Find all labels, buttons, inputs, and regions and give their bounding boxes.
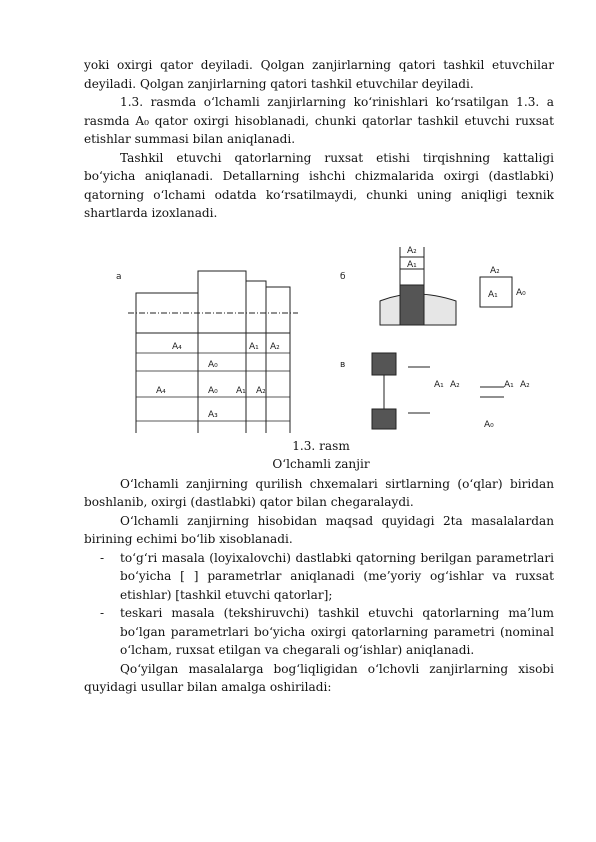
gear-vector-a1: A₁ (504, 379, 514, 390)
vector-label-b-a0: A₀ (516, 287, 526, 298)
list-item (84, 604, 554, 660)
paragraph-3: Tashkil etuvchi qatorlarning ruxsat etishi tirqishning kattaligi bo‘yicha aniqlanadi. Detallarning ishchi chizmalarida oxirgi (dastlabki) qatorning o‘lchami odatda ko‘rsatilmaydi, chunki uning aniqligi texnik shartlarda izoxlanadi. (84, 150, 554, 220)
gear-label-a1: A₁ (434, 379, 444, 390)
page-body (84, 56, 554, 697)
dim-label-a1: A₁ (249, 341, 259, 352)
gear-label-a2: A₂ (450, 379, 460, 390)
panel-a-label: a (116, 271, 122, 282)
figure-caption (264, 437, 378, 474)
vector-label-a2: A₂ (256, 385, 266, 396)
dash-marker: - (100, 550, 105, 565)
panel-v-label: в (340, 359, 346, 370)
vector-label-a3: A₃ (208, 409, 218, 420)
gear-label-a0: A₀ (484, 419, 494, 430)
task-list (84, 549, 554, 660)
dimension-chain-drawing (84, 237, 554, 437)
bearing-assembly-drawing (380, 247, 512, 325)
vector-label-a1: A₁ (236, 385, 246, 396)
dim-label-a0: A₀ (208, 359, 218, 370)
paragraph-4: O‘lchamli zanjirning qurilish chxemalari sirtlarning (o‘qlar) biridan boshlanib, oxirgi (dastlabki) qator bilan chegaralaydi. (84, 476, 554, 509)
paragraph-1: yoki oxirgi qator deyiladi. Qolgan zanjirlarning qatori tashkil etuvchilar deyiladi. Qolgan zanjirlarning qatori tashkil etuvchilar deyiladi. (84, 58, 554, 91)
bearing-label-a2: A₂ (407, 245, 417, 256)
figure-caption-title: O‘lchamli zanjir (272, 457, 370, 471)
list-item-text: teskari masala (tekshiruvchi) tashkil etuvchi qatorlarning ma’lum bo‘lgan parametrlari bo‘yicha oxirgi qatorlarning parametri (nominal o‘lcham, ruxsat etilgan va chegarali og‘ishlar) aniqlanadi. (120, 606, 554, 657)
panel-b-label: б (340, 271, 346, 282)
paragraph-2: 1.3. rasmda o‘lchamli zanjirlarning ko‘rinishlari ko‘rsatilgan 1.3. a rasmda A₀ qator oxirgi hisoblanadi, chunki qatorlar tashkil etuvchi ruxsat etishlar summasi bilan aniqlanadi. (84, 95, 554, 146)
figure-caption-number: 1.3. rasm (292, 438, 350, 453)
dim-label-a4: A₄ (172, 341, 182, 352)
shaft-drawing (128, 271, 298, 433)
figure-dimension-chain (84, 237, 554, 475)
paragraph-6: Qo‘yilgan masalalarga bog‘liqligidan o‘lchovli zanjirlarning xisobi quyidagi usullar bilan amalga oshiriladi: (84, 661, 554, 694)
dim-label-a2: A₂ (270, 341, 280, 352)
vector-label-b-a2: A₂ (490, 265, 500, 276)
list-item-text: to‘g‘ri masala (loyixalovchi) dastlabki qatorning berilgan parametrlari bo‘yicha [ ] parametrlar aniqlanadi (me’yoriy og‘ishlar va ruxsat etishlar) [tashkil etuvchi qatorlar]; (120, 550, 554, 602)
dash-marker: - (100, 606, 105, 620)
bearing-label-a1: A₁ (407, 259, 417, 270)
vector-label-a4: A₄ (156, 385, 166, 396)
list-item (84, 549, 554, 605)
gear-vector-a2: A₂ (520, 379, 530, 390)
vector-label-a0: A₀ (208, 385, 218, 396)
vector-label-b-a1: A₁ (488, 289, 498, 300)
gear-assembly-drawing (372, 353, 504, 429)
paragraph-5: O‘lchamli zanjirning hisobidan maqsad quyidagi 2ta masalalardan birining echimi bo‘lib xisoblanadi. (84, 513, 554, 546)
